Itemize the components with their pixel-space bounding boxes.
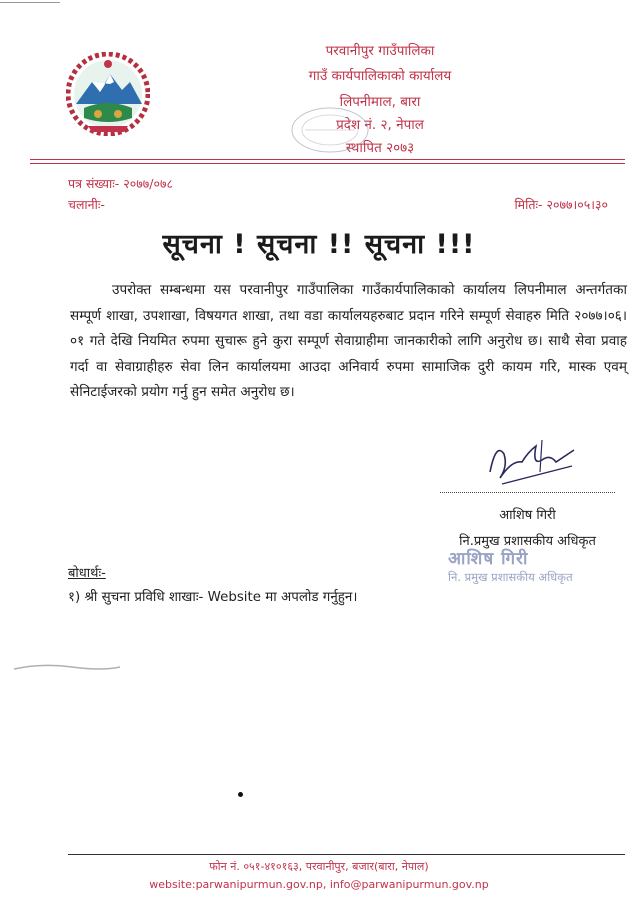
seal-title: नि. प्रमुख प्रशासकीय अधिकृत [448,570,573,584]
notice-title: सूचना ! सूचना !! सूचना !!! [162,229,476,260]
municipality-name: परवानीपुर गाउँपालिका [325,43,435,59]
scan-smudge [12,658,122,677]
header-rule-2 [30,163,625,164]
established-line: स्थापित २०७३ [345,140,415,156]
handwritten-signature [482,432,582,496]
signatory-name: आशिष गिरी [499,508,556,523]
footer-contact: फोन नं. ०५१-४१०१६३, परवानीपुर, बजार(बारा, नेपाल) [209,860,429,873]
notice-body: उपरोक्त सम्बन्धमा यस परवानीपुर गाउँपालिका गाउँकार्यपालिकाको कार्यालय लिपनीमाल अन्तर्गतका सम्पूर्ण शाखा, उपशाखा, विषयगत शाखा, तथा वडा कार्यालयहरुबाट प्रदान गरिने सम्पूर्ण सेवाहरु मिति २०७७।०६।०१ गते देखि नियमित रुपमा सुचारू हुने कुरा सम्पूर्ण सेवाग्राहीमा जानकारीको लागि अनुरोध छ। साथै सेवा प्रवाह गर्दा वा सेवाग्राहीहरु सेवा लिन कार्यालयमा आउदा अनिवार्य रुपमा सामाजिक दुरी कायम गरि, मास्क एवम् सेनिटाईजरको प्रयोग गर्नु हुन समेत अनुरोध छ। [70,282,627,400]
letter-date: मितिः- २०७७।०५।३० [514,197,608,212]
cc-heading: बोधार्थः- [68,566,106,581]
office-name: गाउँ कार्यपालिकाको कार्यालय [308,68,452,84]
office-location: लिपनीमाल, बारा [339,94,421,110]
footer-website: website:parwanipurmun.gov.np, info@parwanipurmun.gov.np [149,878,489,891]
ink-dot [238,792,243,797]
letter-number: पत्र संख्याः- २०७७/०७८ [68,176,173,191]
top-edge-line [0,2,60,3]
footer-rule [68,854,625,855]
office-stamp [275,100,380,155]
cc-item: १) श्री सुचना प्रविधि शाखाः- Website मा अपलोड गर्नुहुन। [68,590,358,605]
seal-name: आशिष गिरी [448,549,529,569]
signatory-title: नि.प्रमुख प्रशासकीय अधिकृत [459,534,596,549]
signature-line [440,492,615,493]
province-line: प्रदेश नं. २, नेपाल [336,117,424,133]
header-rule [30,159,625,160]
dispatch-number: चलानीः- [68,197,105,212]
nepal-emblem-icon [66,52,150,136]
